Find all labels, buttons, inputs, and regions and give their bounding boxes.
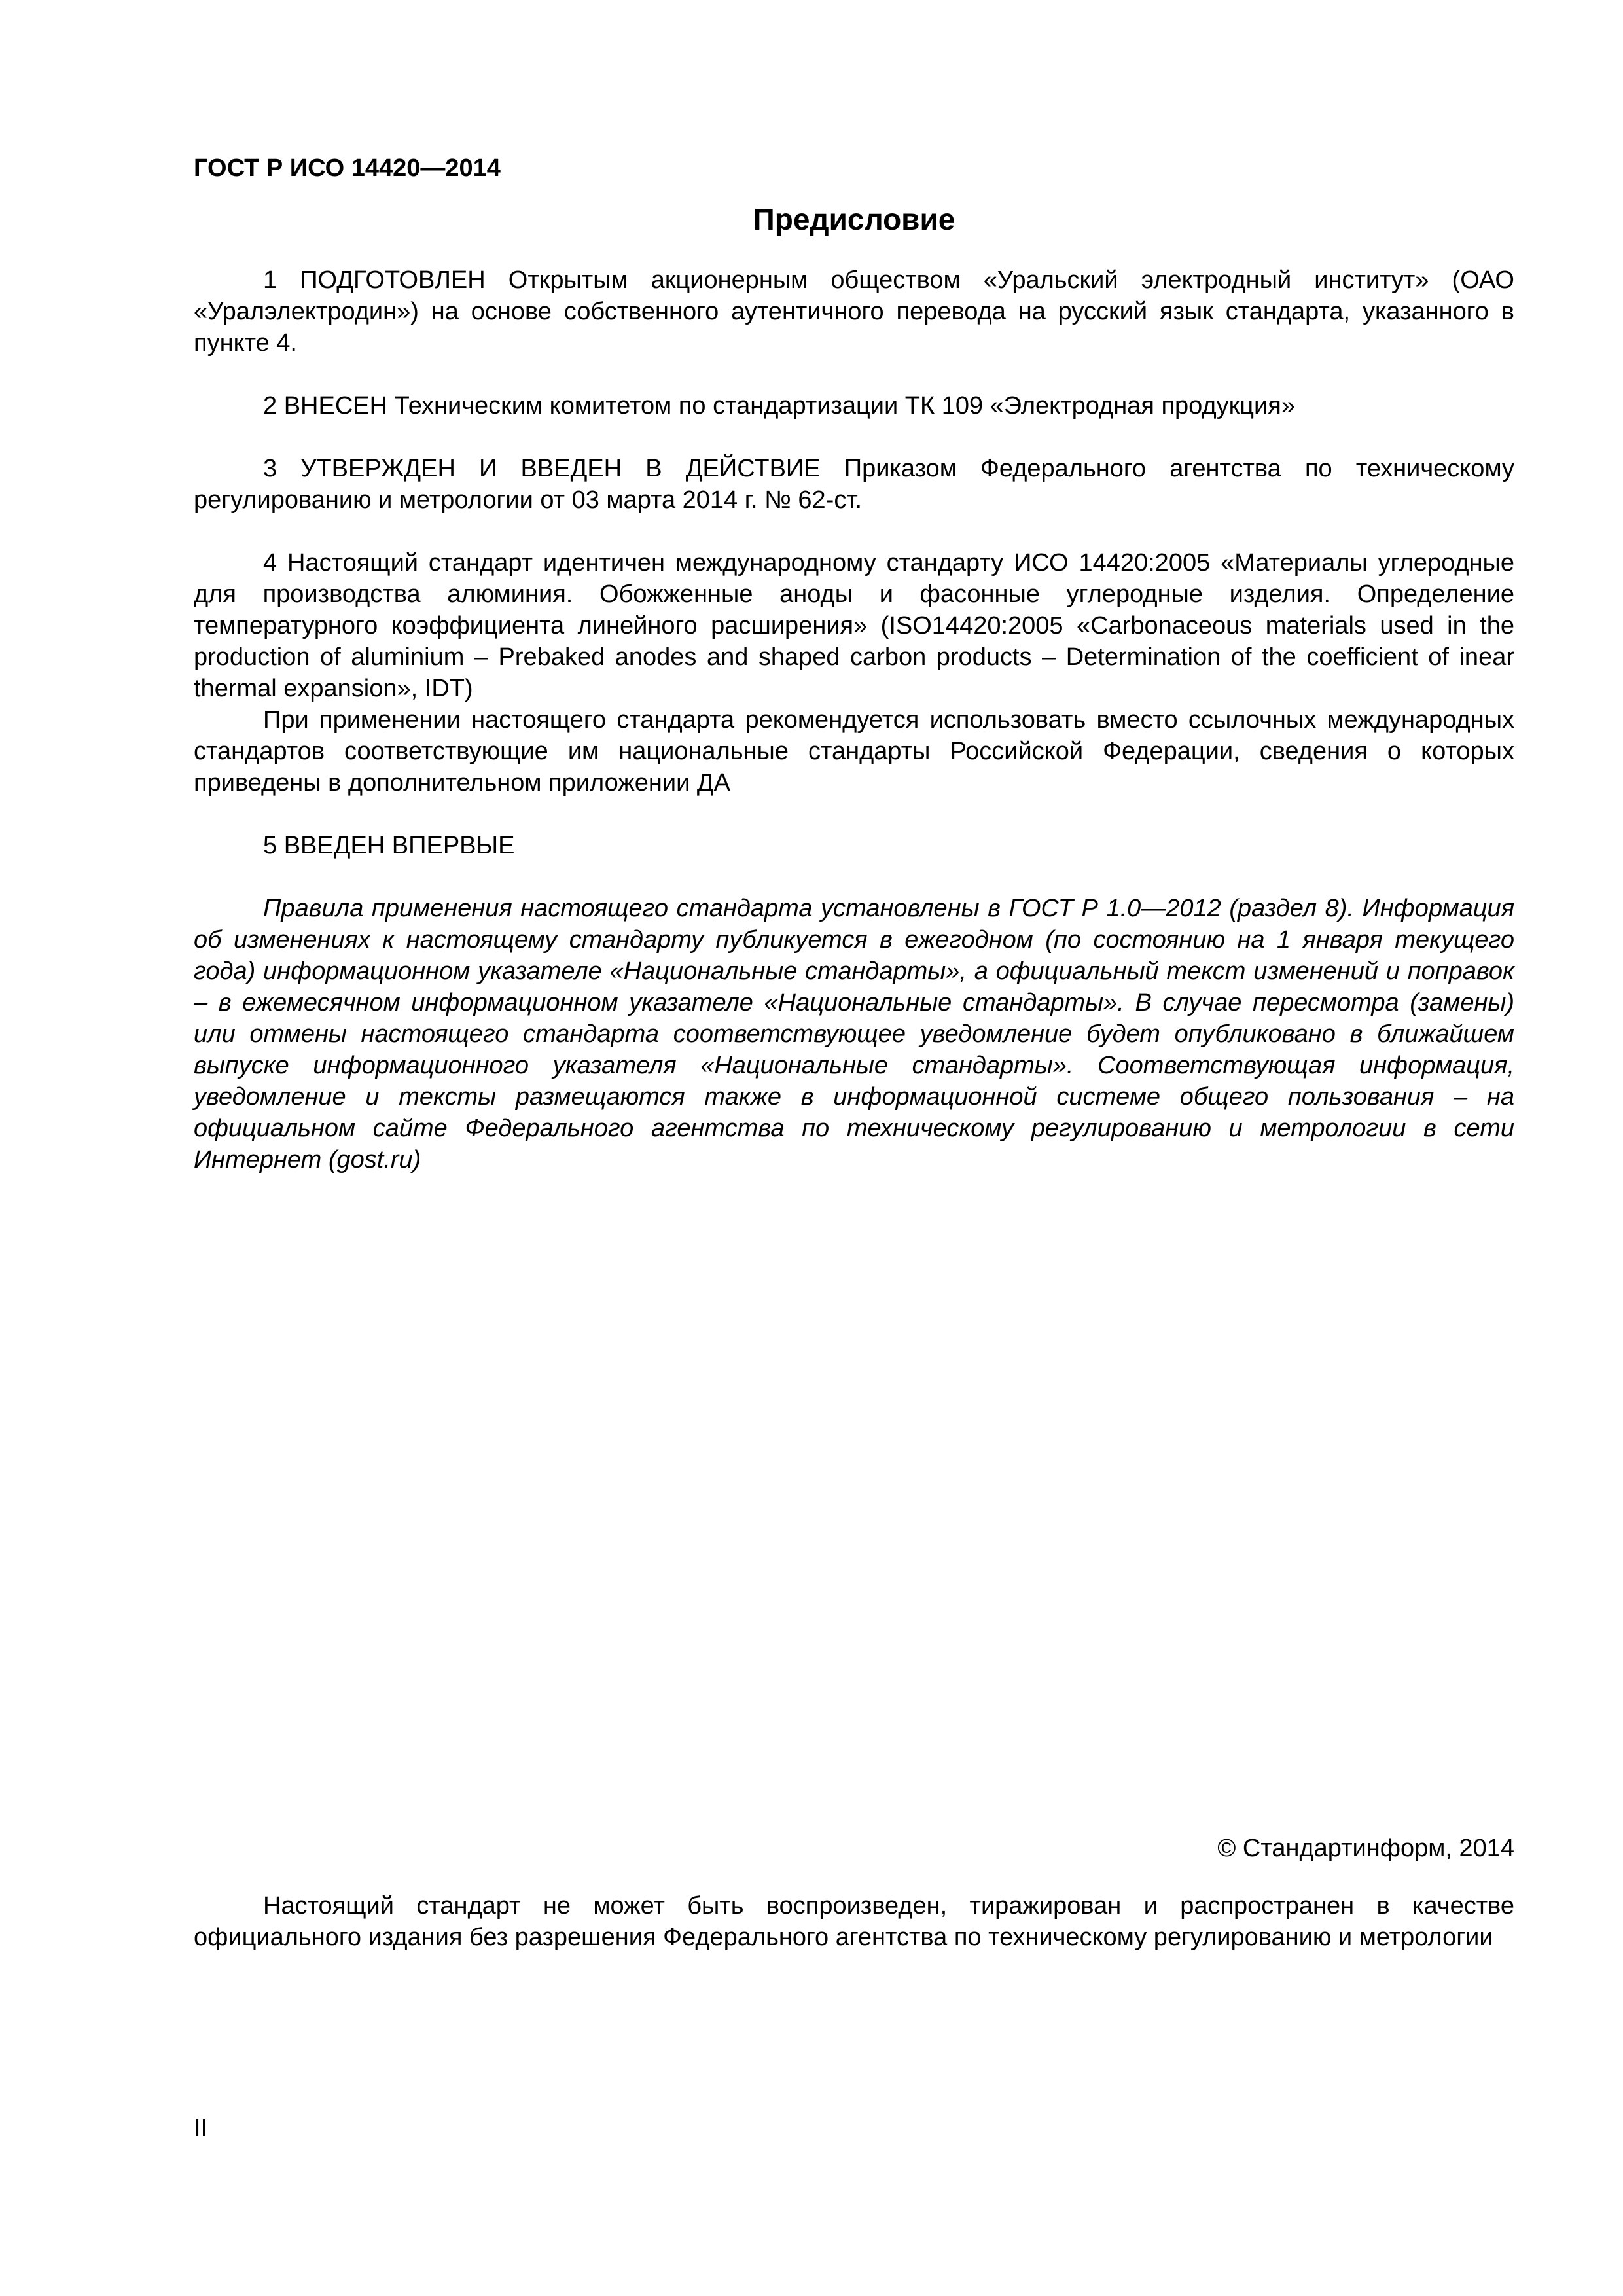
page-number: II bbox=[194, 2115, 208, 2142]
preface-body bbox=[194, 264, 1514, 1175]
paragraph-identical-standard: 4 Настоящий стандарт идентичен международному стандарту ИСО 14420:2005 «Материалы углеродные для производства алюминия. Обожженные аноды и фасонные углеродные изделия. Определение температурного коэффициента линейного расширения» (ISO14420:2005 «Carbonaceous materials used in the production of aluminium – Prebaked anodes and shaped carbon products – Determination of the coefficient of inear thermal expansion», IDT) bbox=[194, 549, 1514, 702]
document-page bbox=[194, 0, 1514, 2296]
paragraph-first-introduced: 5 ВВЕДЕН ВПЕРВЫЕ bbox=[263, 832, 515, 859]
document-code: ГОСТ Р ИСО 14420—2014 bbox=[194, 154, 501, 182]
paragraph-introduced: 2 ВНЕСЕН Техническим комитетом по стандартизации ТК 109 «Электродная продукция» bbox=[263, 392, 1295, 420]
reproduction-notice: Настоящий стандарт не может быть воспроизведен, тиражирован и распространен в качестве официального издания без разрешения Федерального агентства по техническому регулированию и метрологии bbox=[194, 1892, 1514, 1951]
paragraph-application-rules: Правила применения настоящего стандарта установлены в ГОСТ Р 1.0—2012 (раздел 8). Информация об изменениях к настоящему стандарту публикуется в ежегодном (по состоянию на 1 января текущего года) информационном указателе «Национальные стандарты», а официальный текст изменений и поправок – в ежемесячном информационном указателе «Национальные стандарты». В случае пересмотра (замены) или отмены настоящего стандарта соответствующее уведомление будет опубликовано в ближайшем выпуске информационного указателя «Национальные стандарты». Соответствующая информация, уведомление и тексты размещаются также в информационной системе общего пользования – на официальном сайте Федерального агентства по техническому регулированию и метрологии в сети Интернет (gost.ru) bbox=[194, 895, 1514, 1174]
paragraph-reference-standards: При применении настоящего стандарта рекомендуется использовать вместо ссылочных международных стандартов соответствующие им национальные стандарты Российской Федерации, сведения о которых приведены в дополнительном приложении ДА bbox=[194, 706, 1514, 797]
page-title: Предисловие bbox=[753, 202, 955, 236]
paragraph-prepared: 1 ПОДГОТОВЛЕН Открытым акционерным обществом «Уральский электродный институт» (ОАО «Уралэлектродин») на основе собственного аутентичного перевода на русский язык стандарта, указанного в пункте 4. bbox=[194, 266, 1514, 357]
paragraph-approved: 3 УТВЕРЖДЕН И ВВЕДЕН В ДЕЙСТВИЕ Приказом Федерального агентства по техническому регулированию и метрологии от 03 марта 2014 г. № 62-ст. bbox=[194, 455, 1514, 514]
copyright-line: © Стандартинформ, 2014 bbox=[1217, 1835, 1514, 1862]
